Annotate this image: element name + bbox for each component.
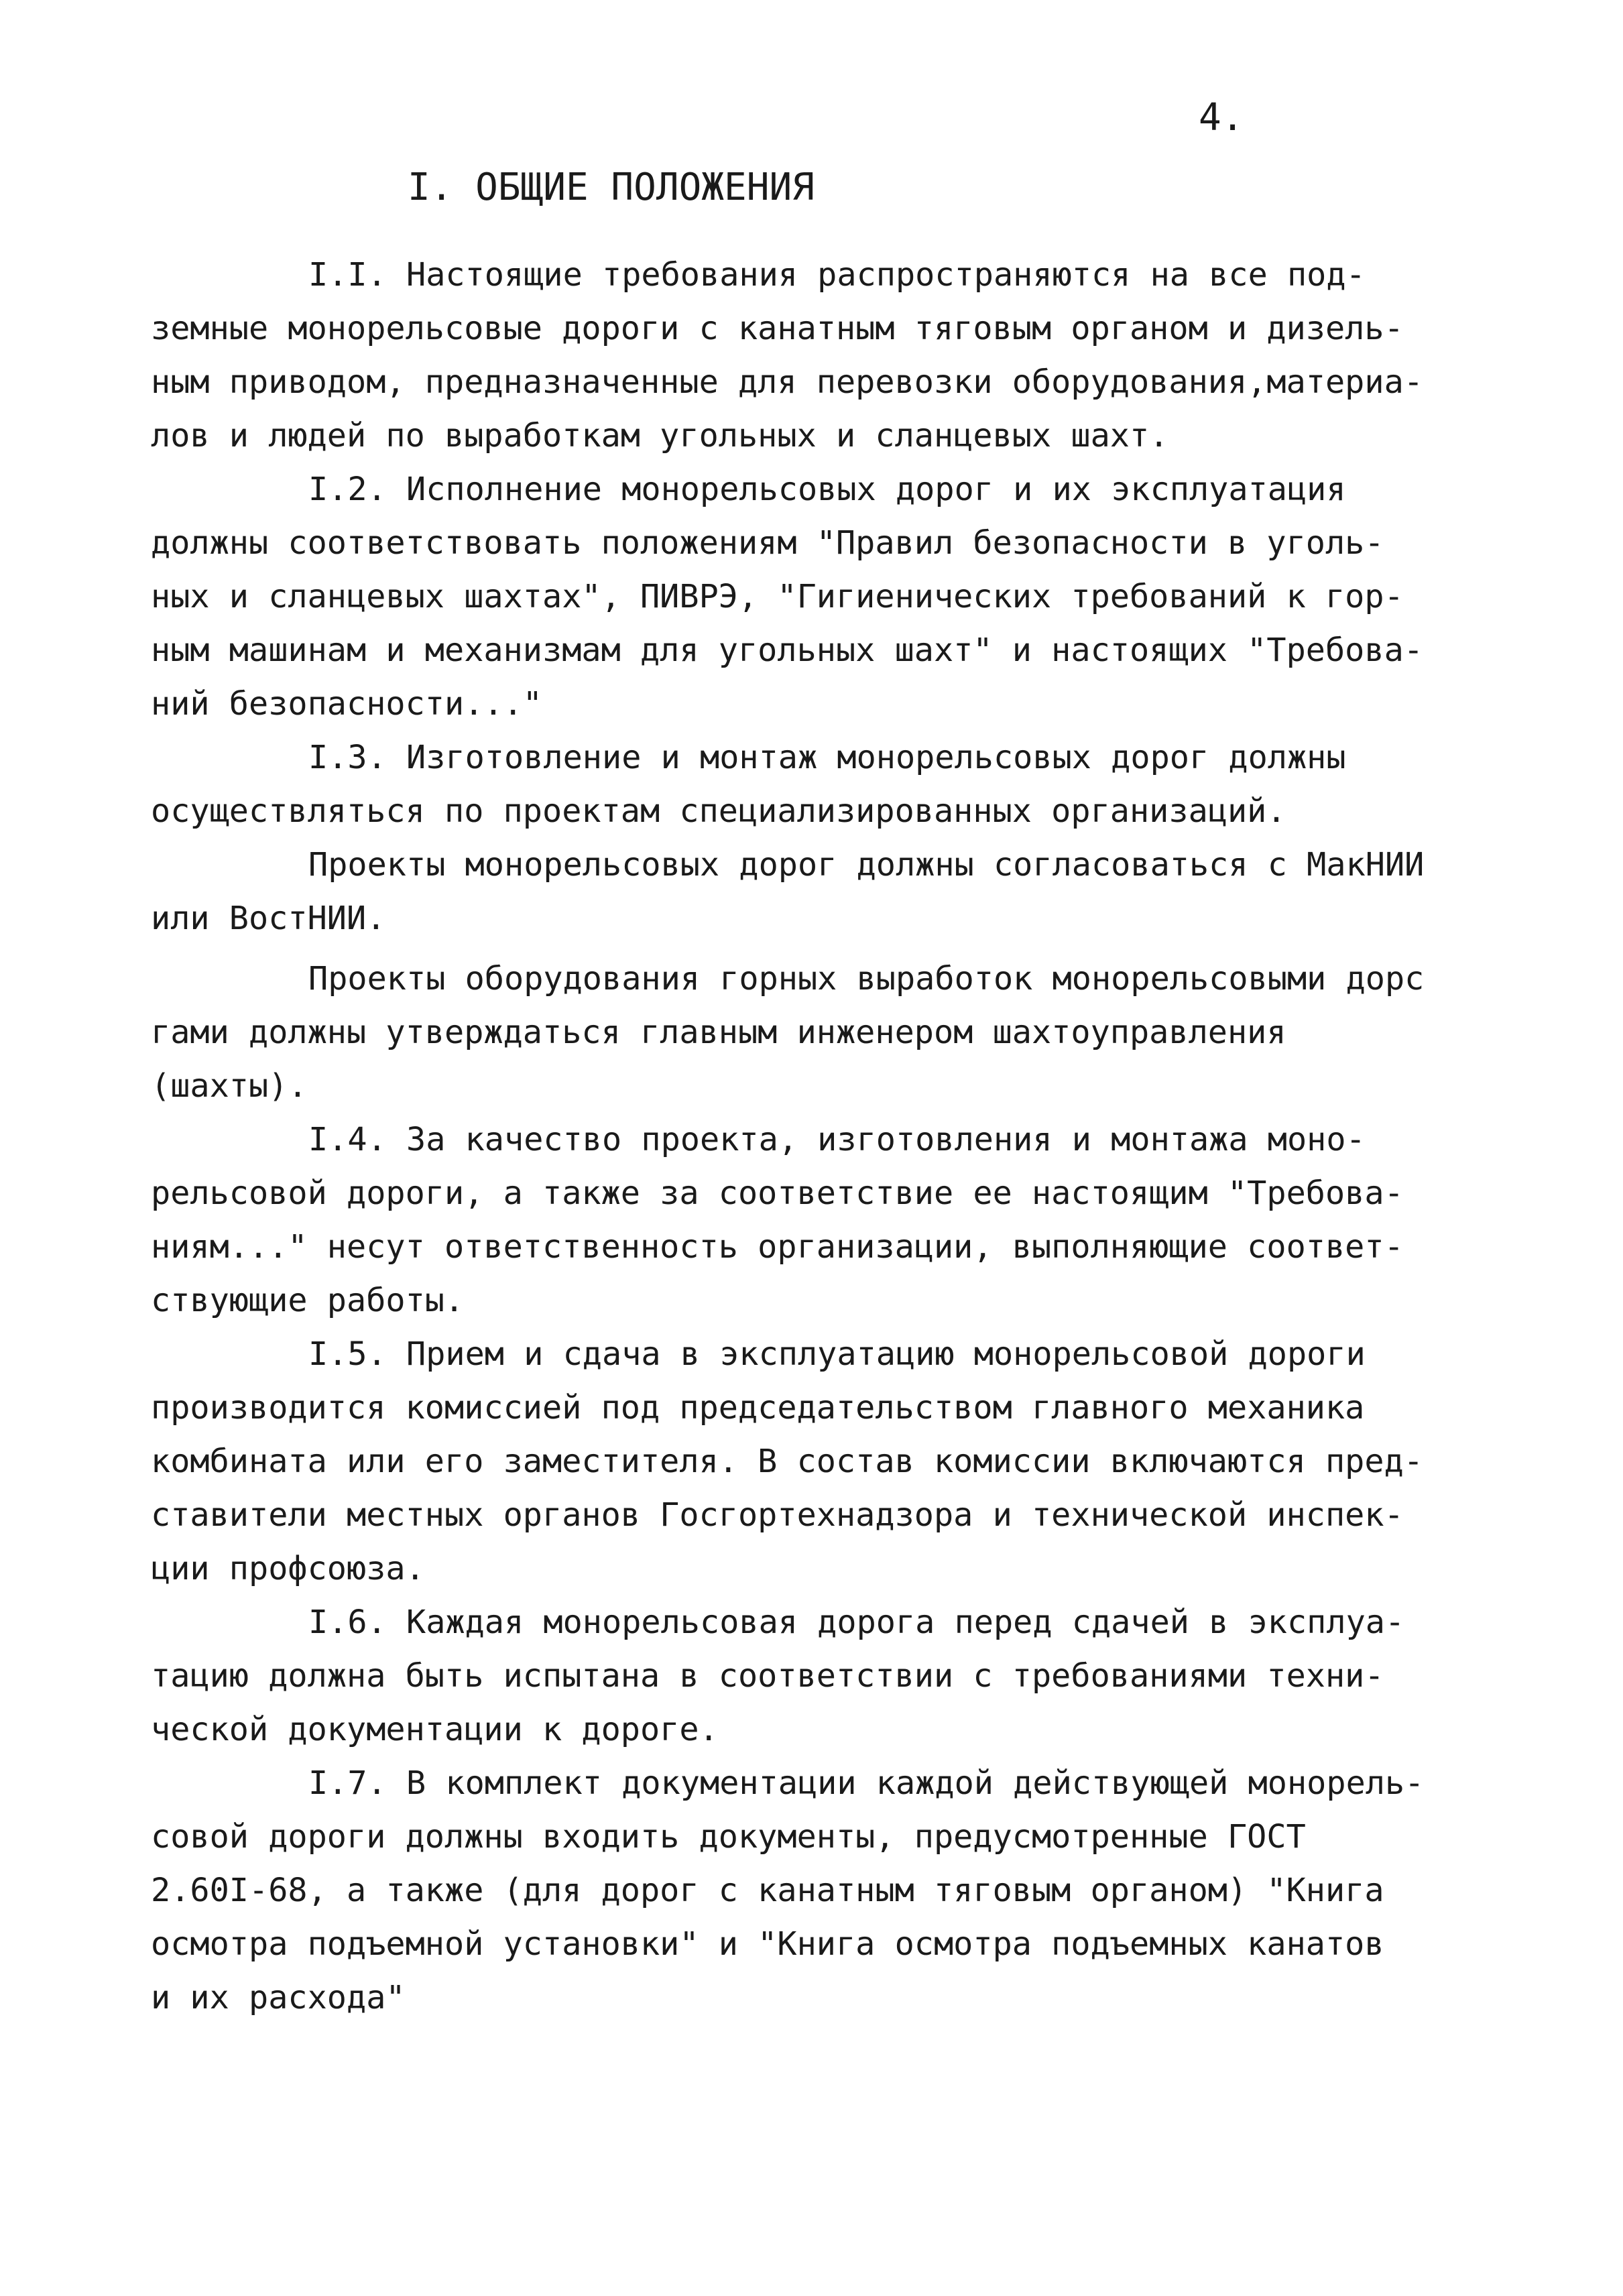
text-line: ствующие работы. [151, 1282, 465, 1319]
text-line: и их расхода" [151, 1979, 406, 2016]
text-line: I.2. Исполнение монорельсовых дорог и их эксплуатация [308, 471, 1346, 508]
paragraph-1-4 [151, 1113, 1485, 1327]
text-line: I.5. Прием и сдача в эксплуатацию монорельсовой дороги [308, 1335, 1366, 1373]
text-line: или ВостНИИ. [151, 900, 386, 937]
text-line: тацию должна быть испытана в соответствии с требованиями техни- [151, 1657, 1384, 1695]
paragraph-1-1 [151, 248, 1485, 463]
text-line: лов и людей по выработкам угольных и сланцевых шахт. [151, 417, 1169, 455]
text-line: ным приводом, предназначенные для перевозки оборудования,материа- [151, 363, 1423, 401]
text-line: осмотра подъемной установки" и "Книга осмотра подъемных канатов [151, 1925, 1384, 1963]
text-line: земные монорельсовые дороги с канатным тяговым органом и дизель- [151, 310, 1404, 347]
paragraph-gap [151, 945, 1485, 952]
text-line: должны соответствовать положениям "Правил безопасности в уголь- [151, 524, 1384, 562]
text-line: I.3. Изготовление и монтаж монорельсовых дорог должны [308, 739, 1346, 776]
text-line: ных и сланцевых шахтах", ПИВРЭ, "Гигиенических требований к гор- [151, 578, 1404, 615]
text-line: совой дороги должны входить документы, предусмотренные ГОСТ [151, 1818, 1306, 1856]
section-title: I. ОБЩИЕ ПОЛОЖЕНИЯ [408, 166, 815, 209]
page-number: 4. [1199, 96, 1244, 139]
text-line: Проекты оборудования горных выработок монорельсовыми дорс [308, 960, 1425, 998]
paragraph-1-5 [151, 1327, 1485, 1595]
text-line: ставители местных органов Госгортехнадзора и технической инспек- [151, 1496, 1404, 1534]
paragraph-1-7 [151, 1756, 1485, 2025]
text-line: ным машинам и механизмам для угольных шахт" и настоящих "Требова- [151, 631, 1423, 669]
text-line: производится комиссией под председательством главного механика [151, 1389, 1365, 1427]
paragraph-1-6 [151, 1595, 1485, 1756]
paragraph-1-3 [151, 731, 1485, 838]
text-line: ции профсоюза. [151, 1550, 425, 1587]
text-line: (шахты). [151, 1067, 308, 1105]
text-line: гами должны утверждаться главным инженером шахтоуправления [151, 1014, 1286, 1051]
body-text [151, 248, 1485, 2025]
paragraph-1-2 [151, 463, 1485, 731]
text-line: I.4. За качество проекта, изготовления и монтажа моно- [308, 1121, 1366, 1158]
text-line: рельсовой дороги, а также за соответствие ее настоящим "Требова- [151, 1174, 1404, 1212]
paragraph-1-3-projects [151, 838, 1485, 945]
text-line: комбината или его заместителя. В состав комиссии включаются пред- [151, 1443, 1423, 1480]
text-line: ниям..." несут ответственность организации, выполняющие соответ- [151, 1228, 1404, 1266]
text-line: ний безопасности..." [151, 685, 542, 723]
text-line: ческой документации к дороге. [151, 1711, 719, 1748]
text-line: 2.60I-68, а также (для дорог с канатным тяговым органом) "Книга [151, 1872, 1384, 1909]
paragraph-1-3-equipment [151, 952, 1485, 1113]
text-line: I.7. В комплект документации каждой действующей монорель- [308, 1764, 1425, 1802]
text-line: Проекты монорельсовых дорог должны согласоваться с МакНИИ [308, 846, 1425, 884]
text-line: I.I. Настоящие требования распространяются на все под- [308, 256, 1366, 294]
text-line: осуществляться по проектам специализированных организаций. [151, 792, 1286, 830]
text-line: I.6. Каждая монорельсовая дорога перед сдачей в эксплуа- [308, 1604, 1405, 1641]
